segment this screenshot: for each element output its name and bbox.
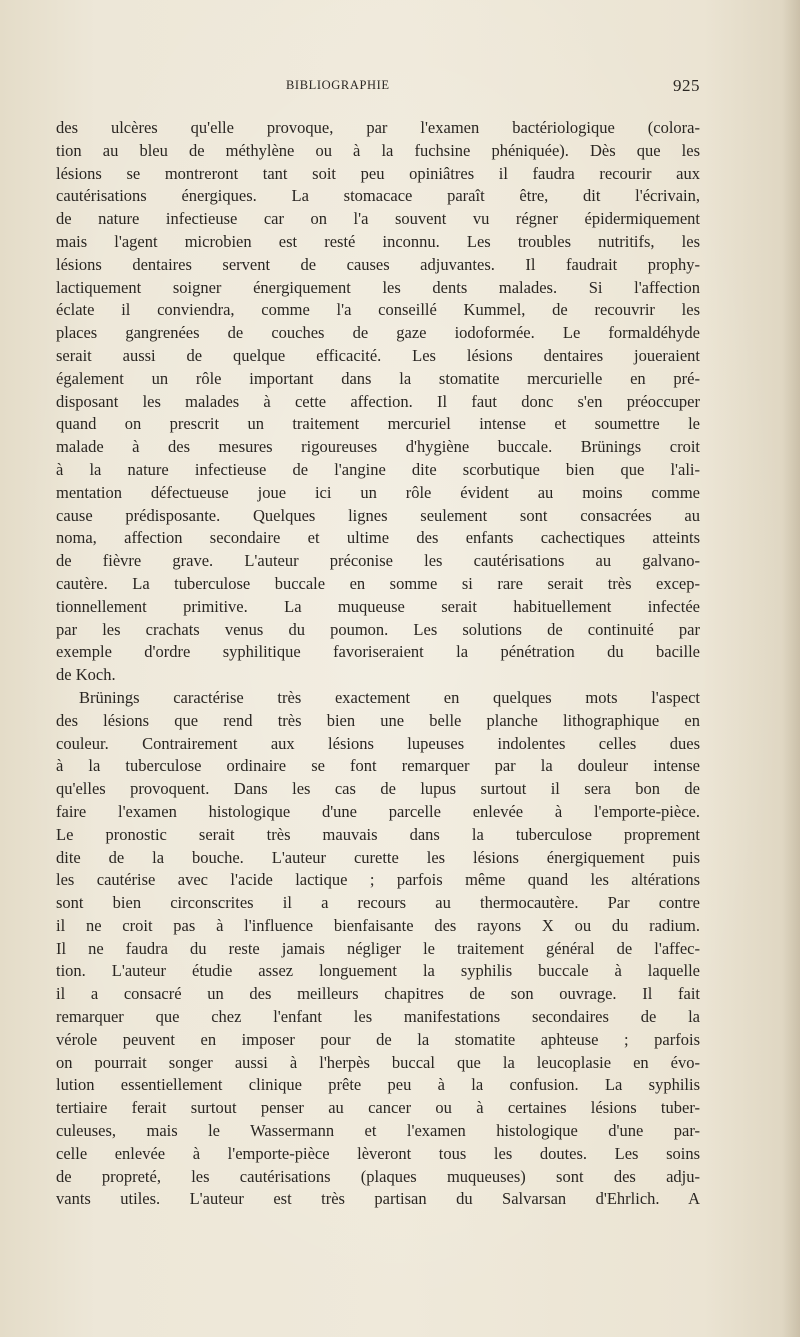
text-line: à la nature infectieuse de l'angine dite scorbutique bien que l'ali-	[56, 459, 700, 479]
text-line: celle enlevée à l'emporte-pièce lèveront tous les doutes. Les soins	[56, 1143, 700, 1163]
text-line: lésions se montreront tant soit peu opiniâtres il faudra recourir aux	[56, 163, 700, 183]
text-line: culeuses, mais le Wassermann et l'examen histologique d'une par-	[56, 1121, 700, 1141]
text-line: tionnellement primitive. La muqueuse serait habituellement infectée	[56, 596, 700, 616]
text-line: lution essentiellement clinique prête peu à la confusion. La syphilis	[56, 1075, 700, 1095]
page-number: 925	[673, 76, 700, 95]
text-line: remarquer que chez l'enfant les manifestations secondaires de la	[56, 1007, 700, 1027]
text-line: tertiaire ferait surtout penser au cancer ou à certaines lésions tuber-	[56, 1098, 700, 1118]
text-line: à la tuberculose ordinaire se font remarquer par la douleur intense	[56, 756, 700, 776]
running-title: BIBLIOGRAPHIE	[286, 78, 390, 92]
text-line: par les crachats venus du poumon. Les solutions de continuité par	[56, 619, 700, 639]
text-line: il a consacré un des meilleurs chapitres de son ouvrage. Il fait	[56, 984, 700, 1004]
text-line: tion. L'auteur étudie assez longuement la syphilis buccale à laquelle	[56, 961, 700, 981]
text-line: cautère. La tuberculose buccale en somme si rare serait très excep-	[56, 573, 700, 593]
paragraph-end-line: de Koch.	[56, 665, 116, 685]
text-line: des ulcères qu'elle provoque, par l'examen bactériologique (colora-	[56, 118, 700, 137]
text-line: de nature infectieuse car on l'a souvent vu régner épidermiquement	[56, 209, 700, 229]
text-line: tion au bleu de méthylène ou à la fuchsine phéniquée). Dès que les	[56, 140, 700, 160]
text-line: mais l'agent microbien est resté inconnu. Les troubles nutritifs, les	[56, 231, 700, 251]
text-line: les cautérise avec l'acide lactique ; parfois même quand les altérations	[56, 870, 700, 890]
text-line: également un rôle important dans la stomatite mercurielle en pré-	[56, 368, 700, 388]
text-line: Le pronostic serait très mauvais dans la tuberculose proprement	[56, 824, 700, 844]
text-line: éclate il conviendra, comme l'a conseillé Kummel, de recouvrir les	[56, 300, 700, 320]
text-line: disposant les malades à cette affection. Il faut donc s'en préoccuper	[56, 391, 700, 411]
text-line: sont bien circonscrites il a recours au thermocautère. Par contre	[56, 893, 700, 913]
body-text	[56, 117, 700, 1211]
text-line: vérole peuvent en imposer pour de la stomatite aphteuse ; parfois	[56, 1029, 700, 1049]
text-line: lactiquement soigner énergiquement les dents malades. Si l'affection	[56, 277, 700, 297]
text-line: on pourrait songer aussi à l'herpès buccal que la leucoplasie en évo-	[56, 1052, 700, 1072]
text-line: serait aussi de quelque efficacité. Les lésions dentaires joueraient	[56, 345, 700, 365]
text-line: couleur. Contrairement aux lésions lupeuses indolentes celles dues	[56, 733, 700, 753]
text-line: quand on prescrit un traitement mercuriel intense et soumettre le	[56, 414, 700, 434]
text-line: Il ne faudra du reste jamais négliger le traitement général de l'affec-	[56, 938, 700, 958]
text-line: lésions dentaires servent de causes adjuvantes. Il faudrait prophy-	[56, 254, 700, 274]
text-line: vants utiles. L'auteur est très partisan du Salvarsan d'Ehrlich. A	[56, 1189, 700, 1209]
text-line: dite de la bouche. L'auteur curette les lésions énergiquement puis	[56, 847, 700, 867]
text-line: places gangrenées de couches de gaze iodoformée. Le formaldéhyde	[56, 323, 700, 343]
page-edge-shadow	[782, 0, 800, 1337]
text-line: malade à des mesures rigoureuses d'hygiène buccale. Brünings croit	[56, 437, 700, 457]
page-header	[56, 76, 700, 100]
text-line: exemple d'ordre syphilitique favoriseraient la pénétration du bacille	[56, 642, 700, 662]
text-line: cautérisations énergiques. La stomacace paraît être, dit l'écrivain,	[56, 186, 700, 206]
text-line: cause prédisposante. Quelques lignes seulement sont consacrées au	[56, 505, 700, 525]
text-line: noma, affection secondaire et ultime des enfants cachectiques atteints	[56, 528, 700, 548]
paragraph-start-line: Brünings caractérise très exactement en quelques mots l'aspect	[79, 687, 700, 707]
text-line: des lésions que rend très bien une belle planche lithographique en	[56, 710, 700, 730]
text-line: mentation défectueuse joue ici un rôle évident au moins comme	[56, 482, 700, 502]
text-line: il ne croit pas à l'influence bienfaisante des rayons X ou du radium.	[56, 915, 700, 935]
text-line: de propreté, les cautérisations (plaques muqueuses) sont des adju-	[56, 1166, 700, 1186]
text-line: de fièvre grave. L'auteur préconise les cautérisations au galvano-	[56, 551, 700, 571]
text-line: faire l'examen histologique d'une parcelle enlevée à l'emporte-pièce.	[56, 801, 700, 821]
text-line: qu'elles provoquent. Dans les cas de lupus surtout il sera bon de	[56, 779, 700, 799]
